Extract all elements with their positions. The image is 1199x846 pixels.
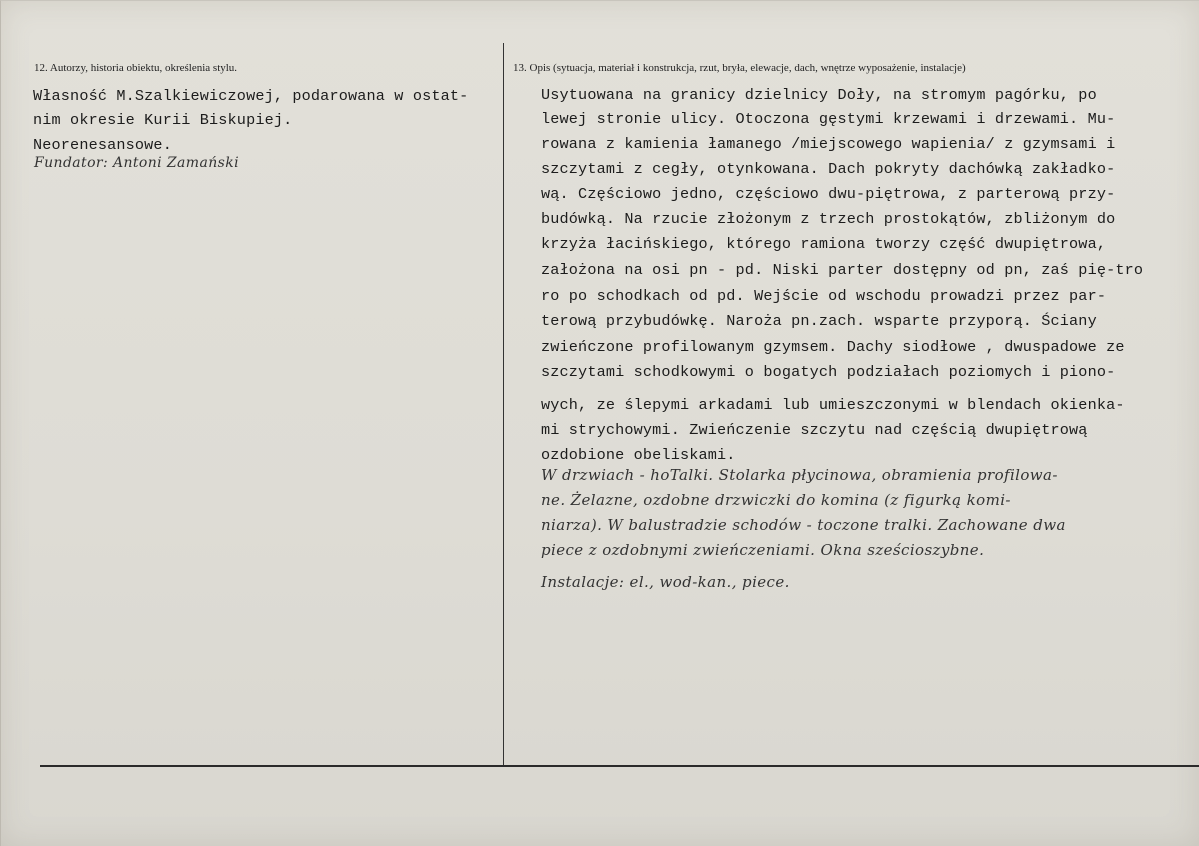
handwritten-note-line: Instalacje: el., wod-kan., piece. (541, 573, 790, 591)
bottom-rule (40, 765, 1199, 767)
handwritten-note-line: ne. Żelazne, ozdobne drzwiczki do komina (z figurką komi- (541, 491, 1011, 509)
right-text-line: terową przybudówkę. Naroża pn.zach. wsparte przyporą. Ściany (541, 312, 1097, 330)
right-text-line: ozdobione obeliskami. (541, 446, 736, 464)
right-text-line: szczytami z cegły, otynkowana. Dach pokryty dachówką zakładko- (541, 160, 1116, 178)
handwritten-founder-note: Fundator: Antoni Zamański (34, 155, 239, 171)
right-text-line: lewej stronie ulicy. Otoczona gęstymi krzewami i drzewami. Mu- (541, 110, 1116, 128)
left-text-line: Własność M.Szalkiewiczowej, podarowana w ostat- (33, 87, 469, 105)
handwritten-note-line: niarza). W balustradzie schodów - toczone tralki. Zachowane dwa (541, 516, 1066, 534)
right-text-line: rowana z kamienia łamanego /miejscowego wapienia/ z gzymsami i (541, 135, 1116, 153)
right-text-line: wą. Częściowo jedno, częściowo dwu-piętrowa, z parterową przy- (541, 185, 1116, 203)
right-text-line: szczytami schodkowymi o bogatych podziałach poziomych i piono- (541, 363, 1116, 381)
section-13-heading: 13. Opis (sytuacja, materiał i konstrukcja, rzut, bryła, elewacje, dach, wnętrze wyposażenie, instalacje) (513, 62, 966, 74)
right-text-line: mi strychowymi. Zwieńczenie szczytu nad częścią dwupiętrową (541, 421, 1088, 439)
right-text-line: założona na osi pn - pd. Niski parter dostępny od pn, zaś pię-tro (541, 261, 1144, 279)
right-text-line: wych, ze ślepymi arkadami lub umieszczonymi w blendach okienka- (541, 396, 1125, 414)
right-text-line: zwieńczone profilowanym gzymsem. Dachy siodłowe , dwuspadowe ze (541, 338, 1125, 356)
right-text-line: ro po schodkach od pd. Wejście od wschodu prowadzi przez par- (541, 287, 1107, 305)
right-text-line: Usytuowana na granicy dzielnicy Doły, na stromym pagórku, po (541, 86, 1097, 104)
right-text-line: budówką. Na rzucie złożonym z trzech prostokątów, zbliżonym do (541, 210, 1116, 228)
handwritten-note-line: piece z ozdobnymi zwieńczeniami. Okna sześcioszybne. (541, 541, 985, 559)
left-text-line: Neorenesansowe. (33, 136, 172, 154)
column-divider (503, 43, 504, 766)
right-text-line: krzyża łacińskiego, którego ramiona tworzy część dwupiętrowa, (541, 235, 1107, 253)
left-text-line: nim okresie Kurii Biskupiej. (33, 111, 293, 129)
handwritten-note-line: W drzwiach - hoTalki. Stolarka płycinowa, obramienia profilowa- (541, 466, 1058, 484)
section-12-heading: 12. Autorzy, historia obiektu, określenia stylu. (34, 62, 238, 74)
